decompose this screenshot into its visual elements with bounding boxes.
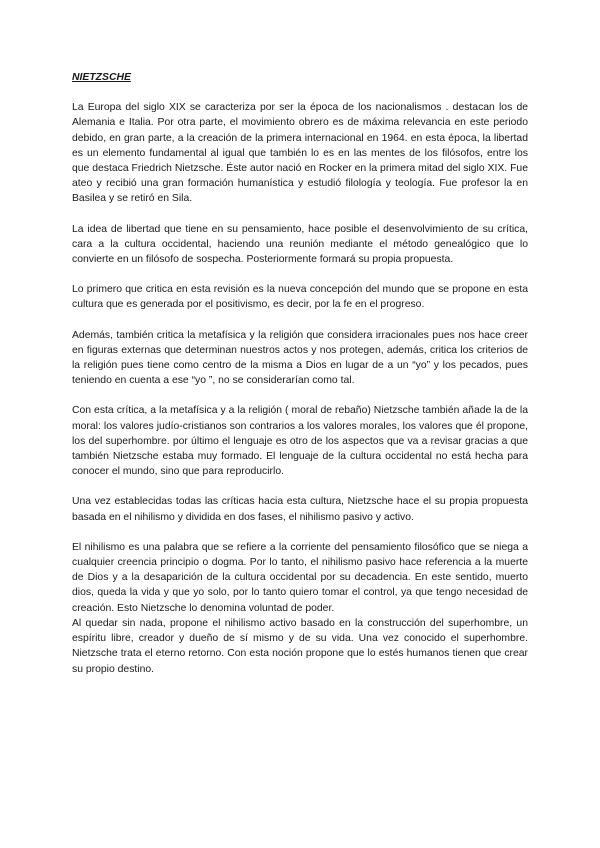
document-body [72, 70, 528, 692]
paragraph-positivismo: Lo primero que critica en esta revisión es la nueva concepción del mundo que se propone en esta cultura que es generada por el positivismo, es decir, por la fe en el progreso. [72, 284, 528, 311]
document-title: NIETZSCHE [72, 72, 131, 83]
paragraph-intro: La Europa del siglo XIX se caracteriza por ser la época de los nacionalismos . destacan los de Alemania e Italia. Por otra parte, el movimiento obrero es de máxima relevancia en este periodo debido, en gran parte, a la creación de la primera internacional en 1964. en esta época, la libertad es un elemento fundamental al igual que también lo es en las mentes de los filósofos, entre los que destaca Friedrich Nietzsche. Éste autor nació en Rocker en la primera mitad del siglo XIX. Fue ateo y recibió una gran formación humanística y estudió filología y teología. Fue profesor la en Basilea y se retiró en Sila. [72, 102, 528, 205]
paragraph-metafisica: Además, también critica la metafísica y la religión que considera irracionales pues nos hace creer en figuras externas que determinan nuestros actos y nos protegen, además, critica los criterios de la religión pues tiene como centro de la misma a Dios en lugar de a un “yo” y los pecados, pues teniendo en cuenta a ese “yo ”, no se considerarían como tal. [72, 329, 528, 387]
paragraph-libertad: La idea de libertad que tiene en su pensamiento, hace posible el desenvolvimiento de su crítica, cara a la cultura occidental, haciendo una reunión mediante el método genealógico que lo convierte en un filósofo de sospecha. Posteriormente formará su propia propuesta. [72, 223, 528, 266]
paragraph-nihilismo-activo: Al quedar sin nada, propone el nihilismo activo basado en la construcción del superhombre, un espíritu libre, creador y dueño de sí mismo y de su vida. Una vez conocido el superhombre. Nietzsche trata el eterno retorno. Con esta noción propone que lo estés humanos tienen que crear su propio destino. [72, 617, 528, 675]
paragraph-nihilismo-pasivo: El nihilismo es una palabra que se refiere a la corriente del pensamiento filosófico que se niega a cualquier creencia principio o dogma. Por lo tanto, el nihilismo pasivo hace referencia a la muerte de Dios y a la desaparición de la cultura occidental por su decadencia. En este sentido, muerto dios, queda la vida y que yo solo, por lo tanto quiero tomar el control, ya que tengo necesidad de creación. Esto Nietzsche lo denomina voluntad de poder. [72, 541, 528, 614]
paragraph-moral: Con esta crítica, a la metafísica y a la religión ( moral de rebaño) Nietzsche también añade la de la moral: los valores judío-cristianos son contrarios a los valores morales, los valores que él propone, los del superhombre. por último el lenguaje es otro de los aspectos que va a revisar gracias a que también Nietzsche estaba muy formado. El lenguaje de la cultura occidental no está hecha para conocer el mundo, sino que para reproducirlo. [72, 405, 528, 478]
paragraph-propuesta: Una vez establecidas todas las críticas hacia esta cultura, Nietzsche hace el su propia propuesta basada en el nihilismo y dividida en dos fases, el nihilismo pasivo y activo. [72, 496, 528, 523]
